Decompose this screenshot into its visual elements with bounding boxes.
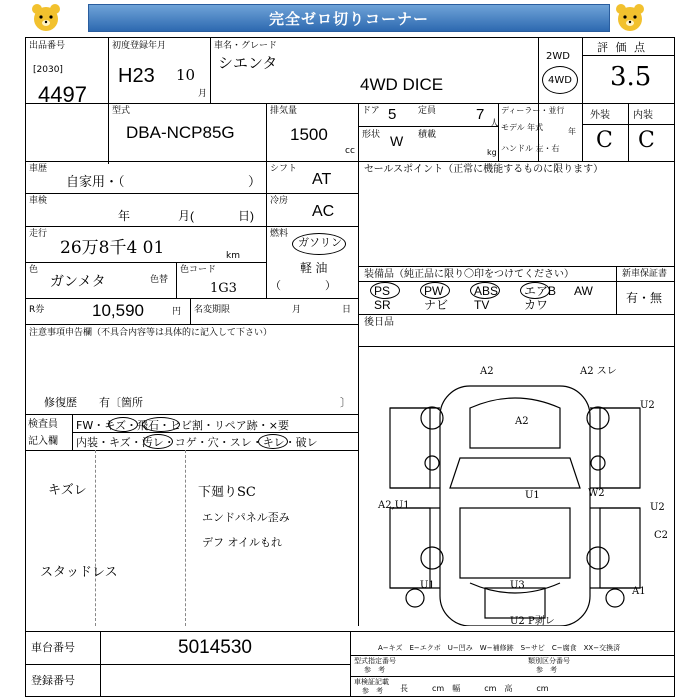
inspector-label-1: 検査員 bbox=[28, 419, 58, 430]
dealer-label: ディーラー・並行 bbox=[501, 106, 565, 115]
equipment-item: PS bbox=[374, 284, 391, 298]
damage-mark: U2 bbox=[640, 400, 655, 411]
inspector-circle-kizu bbox=[108, 417, 138, 432]
inspector-circle-sure bbox=[258, 434, 288, 449]
damage-mark: A2 スレ bbox=[580, 366, 617, 377]
damage-mark: A2 bbox=[480, 366, 494, 377]
equipment-circle bbox=[370, 282, 400, 299]
warranty-value: 有・無 bbox=[626, 291, 663, 305]
inspection-label: 車検 bbox=[29, 196, 48, 206]
price-value: 10,590 bbox=[92, 301, 144, 320]
sales-point-label: セールスポイント（正常に機能するものに限ります） bbox=[364, 164, 604, 175]
warranty-label: 新車保証書 bbox=[622, 269, 668, 279]
history-value: 自家用・（ bbox=[66, 174, 125, 189]
rear-seat-label: 後日品 bbox=[364, 317, 394, 328]
inspection-year: 年 bbox=[118, 209, 131, 223]
drive-2wd: 2WD bbox=[546, 51, 570, 62]
inspector-circle-tobiishi bbox=[142, 417, 180, 432]
mileage-value: 26万8千4 01 bbox=[60, 238, 165, 258]
footer-dims: 長 cm 幅 cm 高 cm bbox=[400, 684, 549, 693]
score-label: 評 価 点 bbox=[597, 41, 647, 54]
fuel-gas: ガソリン bbox=[298, 237, 342, 249]
ext-label: 外装 bbox=[590, 110, 610, 121]
mileage-label: 走行 bbox=[29, 229, 48, 239]
footer-type-label: 型式指定番号 bbox=[354, 657, 396, 665]
drive-4wd: 4WD bbox=[548, 75, 572, 86]
dealer-year-unit: 年 bbox=[568, 127, 576, 136]
damage-legend: A−キズ E−エクボ U−凹み W−補修跡 S−サビ C−腐食 XX−交換済 bbox=[378, 644, 621, 652]
damage-mark: A2,U1 bbox=[378, 500, 410, 511]
score-value: 3.5 bbox=[610, 62, 652, 92]
footer-ref: 参 考 bbox=[362, 687, 383, 695]
deadline-day: 日 bbox=[342, 305, 352, 315]
mascot-bear-left-icon bbox=[28, 2, 64, 34]
price-unit: 円 bbox=[172, 307, 182, 317]
chassis-value: 5014530 bbox=[178, 637, 252, 658]
damage-mark: C2 bbox=[654, 530, 669, 541]
damage-mark: U1 bbox=[420, 580, 435, 591]
reg-no-label: 登録番号 bbox=[31, 674, 75, 687]
footer-type-ref: 参 考 bbox=[364, 666, 385, 674]
history-close: ） bbox=[248, 174, 262, 189]
deadline-month: 月 bbox=[292, 305, 302, 315]
inspector-row-1: FW・キズ・飛石・ヒビ割・リペア跡・×要 bbox=[76, 419, 289, 432]
color-label: 色 bbox=[29, 265, 39, 275]
equipment-item: SR bbox=[374, 298, 391, 312]
model-label: 型式 bbox=[112, 106, 131, 116]
banner-title: 完全ゼロ切りコーナー bbox=[88, 4, 610, 32]
equipment-item: カワ bbox=[524, 298, 549, 312]
capacity-label: 定員 bbox=[418, 106, 437, 116]
hand-note-left-2: スタッドレス bbox=[40, 565, 118, 580]
int-label: 内装 bbox=[633, 110, 653, 121]
inspection-month: 月( bbox=[178, 209, 194, 223]
inspector-label-2: 記入欄 bbox=[28, 436, 58, 447]
load-unit: kg bbox=[487, 148, 497, 157]
car-name: シエンタ bbox=[218, 55, 278, 72]
damage-mark: U3 bbox=[510, 580, 525, 591]
lot-sub: [2030] bbox=[33, 65, 63, 75]
first-reg-era: H23 bbox=[118, 65, 155, 87]
equipment-item: PW bbox=[424, 284, 444, 298]
notes-repair: 修復歴 有〔箇所 bbox=[44, 397, 143, 409]
dealer-model-year: モデル 年式 bbox=[501, 123, 544, 132]
inspector-circle-yogore bbox=[143, 434, 173, 449]
inspection-day: 日) bbox=[238, 209, 254, 223]
color-code-label: 色コード bbox=[180, 265, 217, 275]
displacement-value: 1500 bbox=[290, 125, 328, 144]
hand-note-right-3: デフ オイルもれ bbox=[202, 536, 282, 549]
lot-label: 出品番号 bbox=[29, 41, 66, 51]
first-reg-label: 初度登録年月 bbox=[112, 41, 167, 51]
aircon-value: AC bbox=[312, 203, 335, 220]
doors-value: 5 bbox=[388, 106, 397, 123]
color-value: ガンメタ bbox=[50, 274, 106, 290]
damage-mark: U2 bbox=[650, 502, 665, 513]
equipment-item: ABS bbox=[474, 284, 499, 298]
int-grade: C bbox=[638, 128, 655, 153]
damage-mark: A1 bbox=[632, 586, 646, 597]
equipment-circle bbox=[470, 282, 500, 299]
equipment-item: エアB bbox=[524, 284, 557, 298]
equipment-label: 装備品（純正品に限り〇印をつけてください） bbox=[364, 269, 574, 280]
car-damage-diagram bbox=[360, 348, 675, 626]
car-name-label: 車名・グレード bbox=[214, 41, 278, 51]
lot-number: 4497 bbox=[38, 82, 87, 107]
ext-grade: C bbox=[596, 128, 613, 153]
fuel-paren: （ ） bbox=[270, 280, 336, 292]
hand-note-right-2: エンドパネル歪み bbox=[202, 511, 290, 524]
footer-reg-label: 車検証記載 bbox=[354, 678, 389, 686]
first-reg-month-unit: 月 bbox=[198, 89, 208, 99]
equipment-item: AW bbox=[574, 284, 593, 298]
dealer-handle: ハンドル 左・右 bbox=[501, 144, 560, 153]
mascot-bear-right-icon bbox=[612, 2, 648, 34]
hand-note-left-1: キズレ bbox=[48, 483, 87, 498]
load-label: 積載 bbox=[418, 130, 437, 140]
equipment-circle bbox=[520, 282, 550, 299]
damage-mark: U1 bbox=[525, 490, 540, 501]
aircon-label: 冷房 bbox=[270, 196, 289, 206]
color-change-label: 色替 bbox=[150, 275, 169, 285]
displacement-label: 排気量 bbox=[270, 106, 298, 116]
shift-value: AT bbox=[312, 171, 332, 188]
deadline-label: 名変期限 bbox=[194, 305, 231, 315]
fuel-label: 燃料 bbox=[270, 229, 289, 239]
equipment-item: TV bbox=[474, 298, 490, 312]
equipment-circle bbox=[420, 282, 450, 299]
shift-label: シフト bbox=[270, 164, 298, 174]
form-value: W bbox=[390, 133, 404, 149]
equipment-item: ナビ bbox=[424, 298, 449, 312]
damage-mark: A2 bbox=[515, 416, 529, 427]
car-grade: 4WD DICE bbox=[360, 75, 444, 94]
form-label: 形状 bbox=[362, 130, 381, 140]
chassis-label: 車台番号 bbox=[31, 641, 75, 654]
color-code: 1G3 bbox=[210, 281, 237, 296]
displacement-unit: cc bbox=[345, 146, 355, 156]
damage-mark: W2 bbox=[588, 488, 605, 499]
price-label: R券 bbox=[29, 305, 45, 315]
hand-note-right-1: 下廻りSC bbox=[198, 485, 256, 500]
mileage-unit: km bbox=[226, 251, 240, 261]
notes-repair-close: 〕 bbox=[340, 397, 351, 409]
footer-class-label: 類別区分番号 bbox=[528, 657, 570, 665]
fuel-diesel: 軽 油 bbox=[300, 261, 328, 275]
doors-label: ドア bbox=[362, 106, 380, 116]
model-value: DBA-NCP85G bbox=[126, 123, 235, 142]
first-reg-month: 10 bbox=[176, 66, 196, 84]
capacity-unit: 人 bbox=[490, 119, 500, 129]
notes-label: 注意事項申告欄（不具合内容等は具体的に記入して下さい） bbox=[29, 328, 273, 338]
damage-mark: U2 P剥レ bbox=[510, 616, 555, 626]
history-label: 車歴 bbox=[29, 164, 48, 174]
footer-class-ref: 参 考 bbox=[536, 666, 557, 674]
inspector-row-2: 内装・キズ・汚レ・コゲ・穴・スレ・キレ・破レ bbox=[76, 436, 318, 449]
capacity-value: 7 bbox=[476, 106, 485, 123]
